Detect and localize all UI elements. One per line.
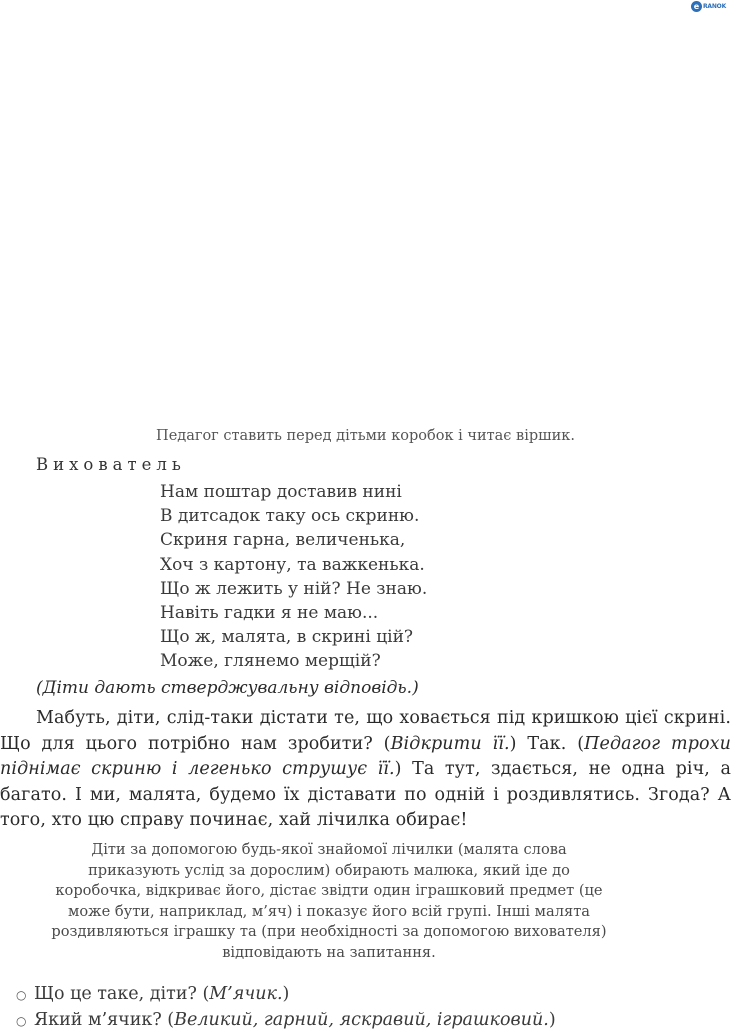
poem-line: Навіть гадки я не маю... (160, 603, 379, 624)
teacher-paragraph (0, 706, 731, 834)
question-text: Який м’ячик? (Великий, гарний, яскравий, іграшковий.) (34, 1010, 556, 1030)
list-item (16, 1008, 556, 1034)
activity-note: Діти за допомогою будь-якої знайомої лічилки (малята слова приказують услід за дорослим) обирають малюка, який іде до коробочка, відкриває його, дістає звідти один іграшковий предмет (це може бути, наприклад, м’яч) і показує його всій групі. Інші малята роздивляються іграшку та (при необхідності за допомогою вихователя) відповідають на запитання. (51, 841, 607, 961)
circle-bullet-icon: ○ (16, 1014, 27, 1028)
circle-bullet-icon: ○ (16, 988, 27, 1002)
question-text: Що це таке, діти? (М’ячик.) (34, 984, 290, 1004)
paragraph-stage-direction: Педагог трохи піднімає скриню і легенько струшує її. (0, 733, 731, 780)
logo-e-icon: e (691, 1, 702, 12)
speaker-label: Вихователь (36, 455, 186, 474)
poem-line: Що ж лежить у ній? Не знаю. (160, 578, 428, 599)
poem-line: Скриня гарна, величенька, (160, 530, 406, 551)
poem-line: В дитсадок таку ось скриню. (160, 506, 420, 527)
paragraph-text: Мабуть, діти, слід-таки дістати те, що ховається під кришкою цієї скрині. Що для цього потрібно нам зробити? ( (0, 708, 731, 754)
question-list (16, 982, 556, 1034)
paragraph-text: ) Так. ( (509, 733, 585, 754)
poem (160, 480, 427, 674)
paragraph-answer: Відкрити її. (390, 733, 510, 754)
poem-line: Що ж, малята, в скрині цій? (160, 627, 414, 648)
poem-line: Може, глянемо мерщій? (160, 651, 381, 672)
logo-name: RANOK (703, 2, 727, 10)
list-item (16, 982, 556, 1008)
children-response: (Діти дають стверджувальну відповідь.) (36, 678, 419, 698)
poem-line: Хоч з картону, та важкенька. (160, 554, 425, 575)
paragraph-text: ) Та тут, здається, не одна річ, а багато. І ми, малята, будемо їх діставати по одній і роздивлятись. Згода? А того, хто цю справу починає, хай лічилка обирає! (0, 759, 731, 831)
publisher-logo (691, 0, 731, 12)
poem-line: Нам поштар доставив нині (160, 482, 402, 502)
stage-direction-intro: Педагог ставить перед дітьми коробок і читає віршик. (156, 428, 575, 444)
